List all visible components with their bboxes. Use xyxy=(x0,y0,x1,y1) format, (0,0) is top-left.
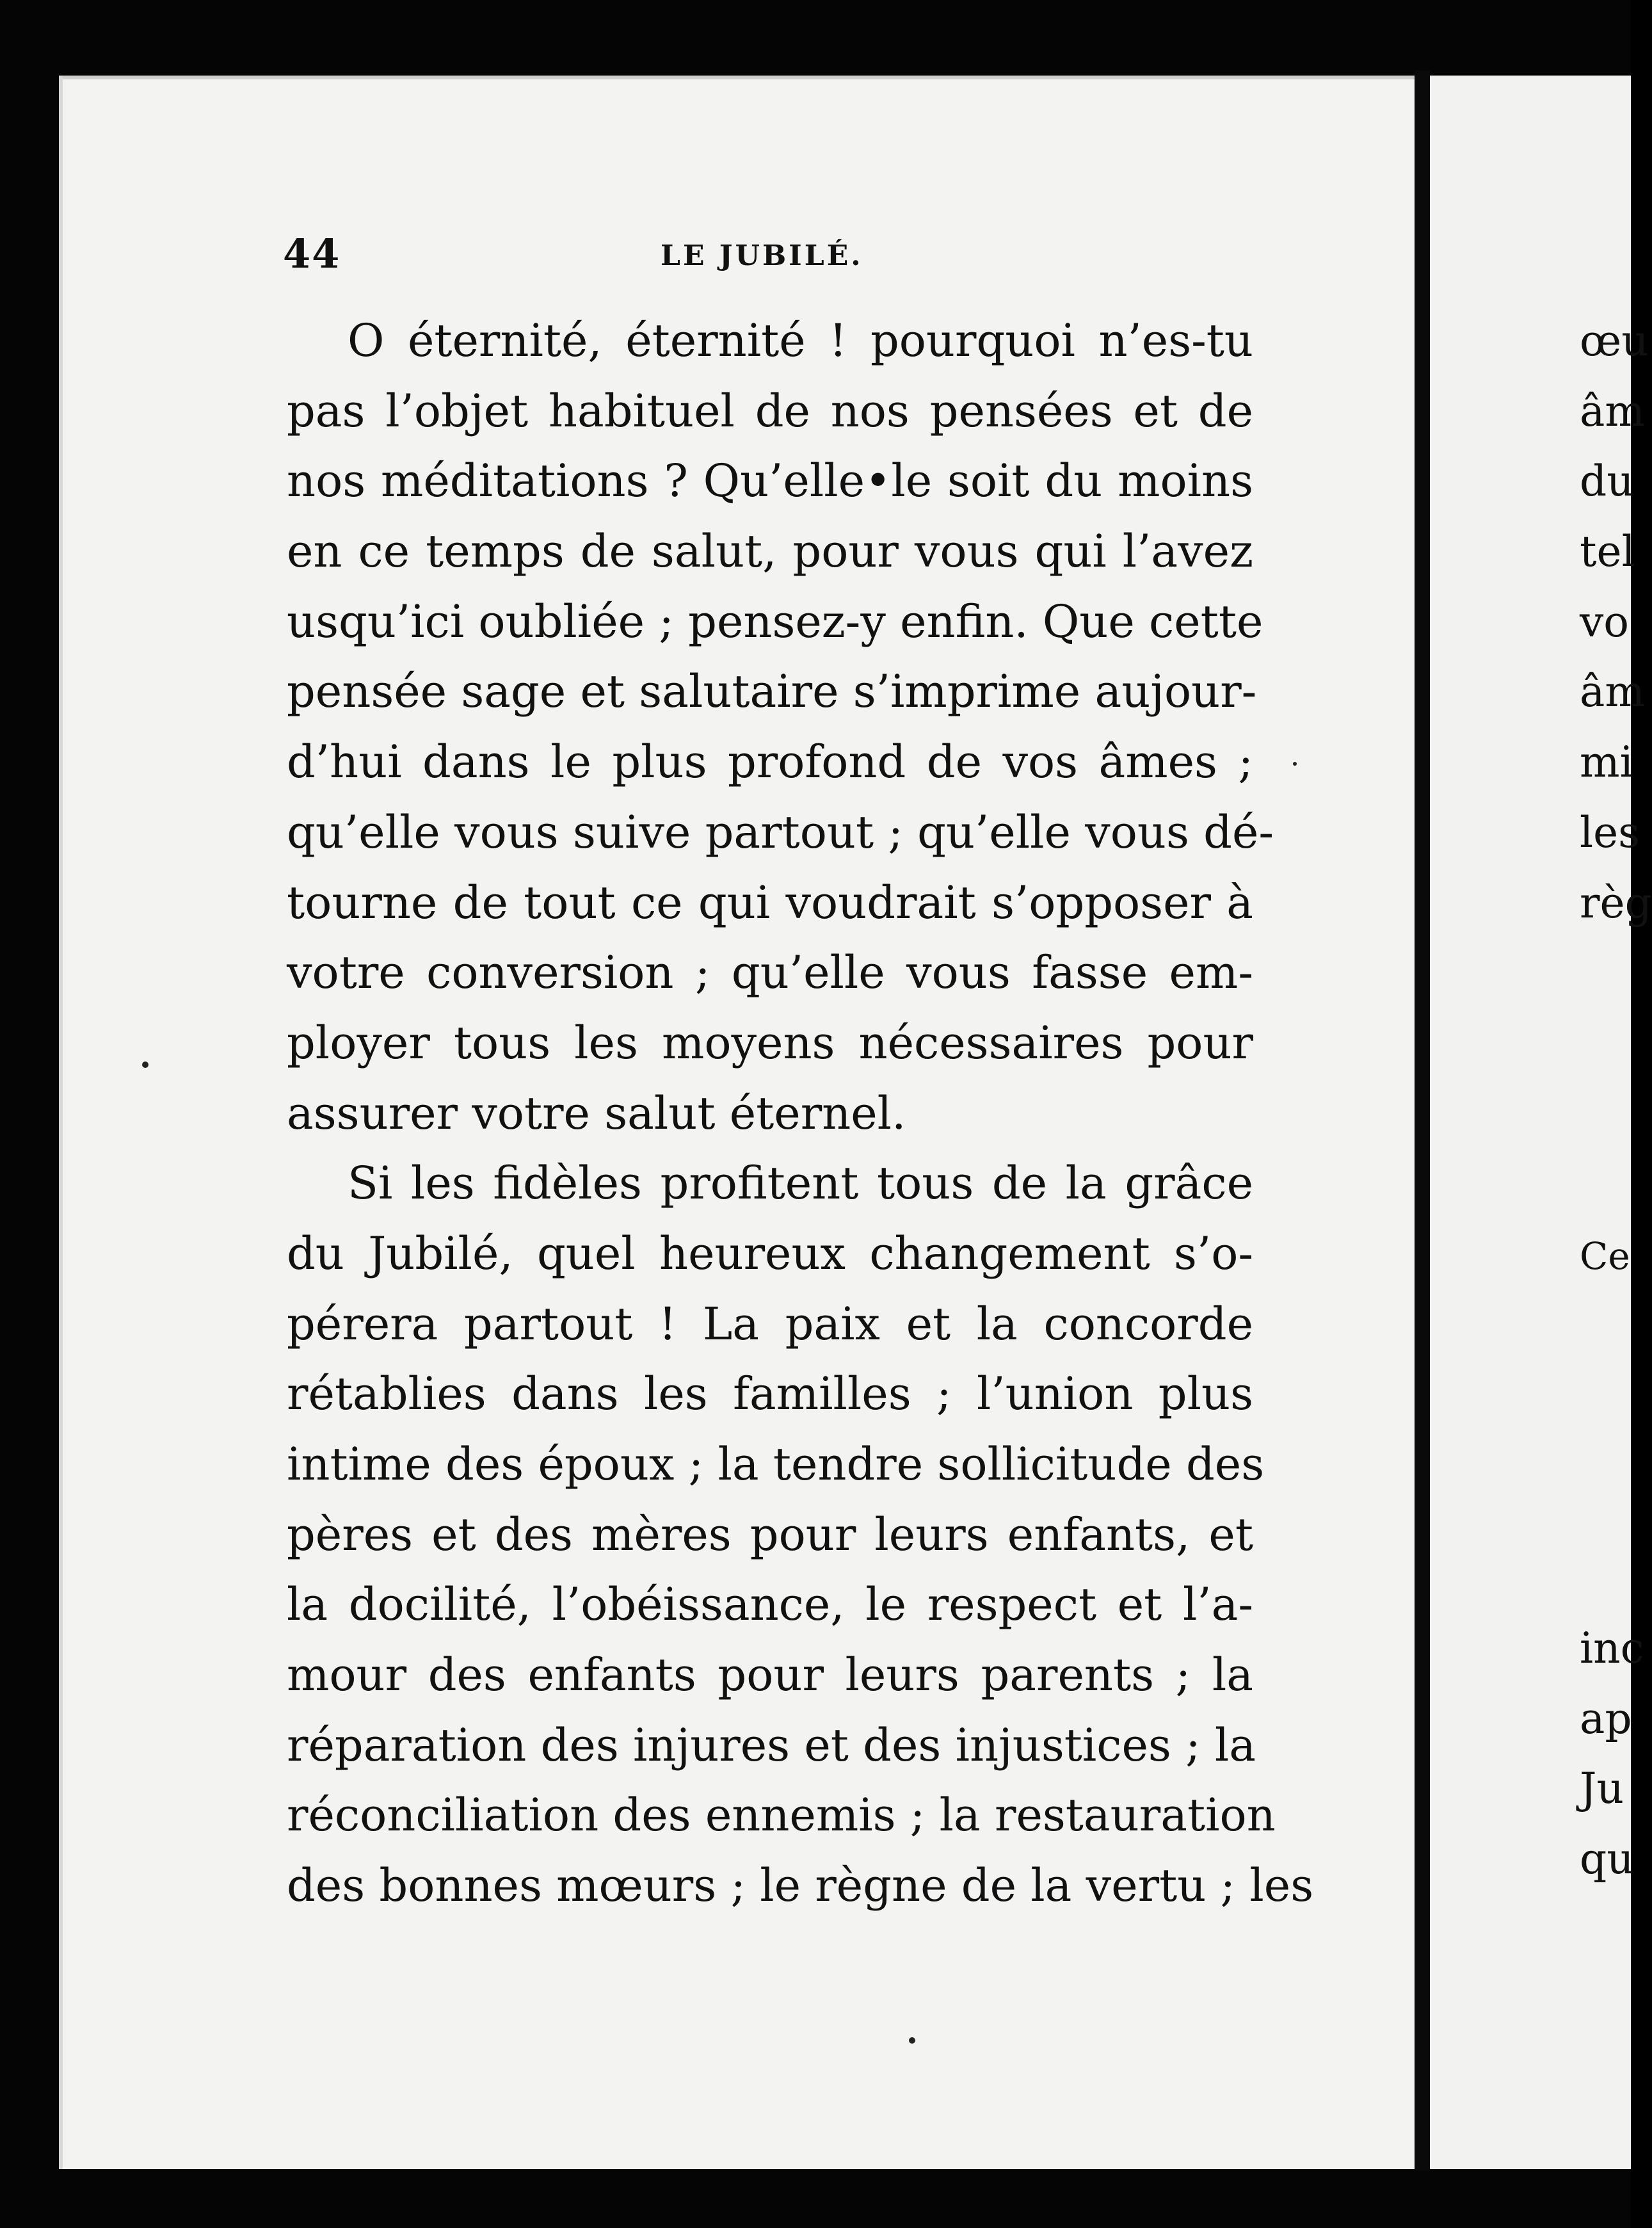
facing-fragment: Ce xyxy=(1580,1234,1630,1278)
text-line: votre conversion ; qu’elle vous fasse em- xyxy=(287,946,1253,999)
text-line: nos méditations ? Qu’elle•le soit du moins xyxy=(287,455,1253,508)
ink-speck xyxy=(142,1062,148,1068)
facing-fragment: Ju xyxy=(1580,1764,1624,1814)
text-line: assurer votre salut éternel. xyxy=(287,1086,906,1140)
text-line: la docilité, l’obéissance, le respect et l’a- xyxy=(287,1578,1253,1631)
text-line: usqu’ici oubliée ; pensez-y enfin. Que cette xyxy=(287,595,1263,648)
text-line: O éternité, éternité ! pourquoi n’es-tu xyxy=(348,314,1253,367)
paragraph-2 xyxy=(287,1149,1314,1921)
ink-speck xyxy=(909,2037,915,2044)
text-line: pas l’objet habituel de nos pensées et de xyxy=(287,384,1253,437)
text-line: intime des époux ; la tendre sollicitude des xyxy=(287,1438,1265,1490)
text-line: des bonnes mœurs ; le règne de la vertu ; les xyxy=(287,1859,1314,1912)
facing-fragment: qu xyxy=(1580,1834,1634,1884)
facing-fragment: vo xyxy=(1580,597,1630,647)
text-line: réparation des injures et des injustices ; la xyxy=(287,1718,1256,1772)
running-head xyxy=(283,230,1275,282)
facing-fragment: œu xyxy=(1580,316,1649,366)
text-line: qu’elle vous suive partout ; qu’elle vous dé- xyxy=(287,805,1274,859)
facing-page-fragments-mid xyxy=(1580,1222,1631,1292)
text-line: réconciliation des ennemis ; la restauration xyxy=(287,1789,1276,1842)
text-line: en ce temps de salut, pour vous qui l’avez xyxy=(287,525,1253,578)
text-line: tourne de tout ce qui voudrait s’opposer à xyxy=(287,876,1253,929)
text-line: mour des enfants pour leurs parents ; la xyxy=(287,1649,1253,1702)
facing-fragment: âm xyxy=(1580,667,1645,717)
text-line: pérera partout ! La paix et la concorde xyxy=(287,1297,1253,1350)
facing-fragment: du xyxy=(1580,456,1634,506)
text-line: pères et des mères pour leurs enfants, et xyxy=(287,1508,1253,1561)
text-line: ployer tous les moyens nécessaires pour xyxy=(287,1016,1253,1069)
facing-fragment: inc xyxy=(1580,1624,1644,1673)
facing-page-fragments-bottom xyxy=(1580,1613,1644,1894)
book-gutter xyxy=(1415,70,1430,2170)
text-line: Si les fidèles profitent tous de la grâce xyxy=(348,1157,1253,1210)
facing-fragment: ap xyxy=(1580,1693,1632,1743)
text-line: d’hui dans le plus profond de vos âmes ; xyxy=(287,736,1253,789)
facing-page-fragments-top xyxy=(1580,306,1652,938)
facing-fragment: tel xyxy=(1580,527,1635,577)
paragraph-1 xyxy=(287,306,1274,1149)
text-line: pensée sage et salutaire s’imprime aujour- xyxy=(287,665,1257,718)
text-line: du Jubilé, quel heureux changement s’o- xyxy=(287,1227,1253,1280)
running-title: LE JUBILÉ. xyxy=(661,239,863,272)
facing-fragment: règ xyxy=(1580,878,1652,928)
facing-fragment: âm xyxy=(1580,386,1645,436)
page-number: 44 xyxy=(283,230,341,277)
facing-fragment: les xyxy=(1580,807,1640,857)
ink-speck xyxy=(1293,762,1297,766)
facing-fragment: mi xyxy=(1580,738,1633,787)
body-text xyxy=(287,306,1314,1921)
text-line: rétablies dans les familles ; l’union plus xyxy=(287,1368,1253,1421)
